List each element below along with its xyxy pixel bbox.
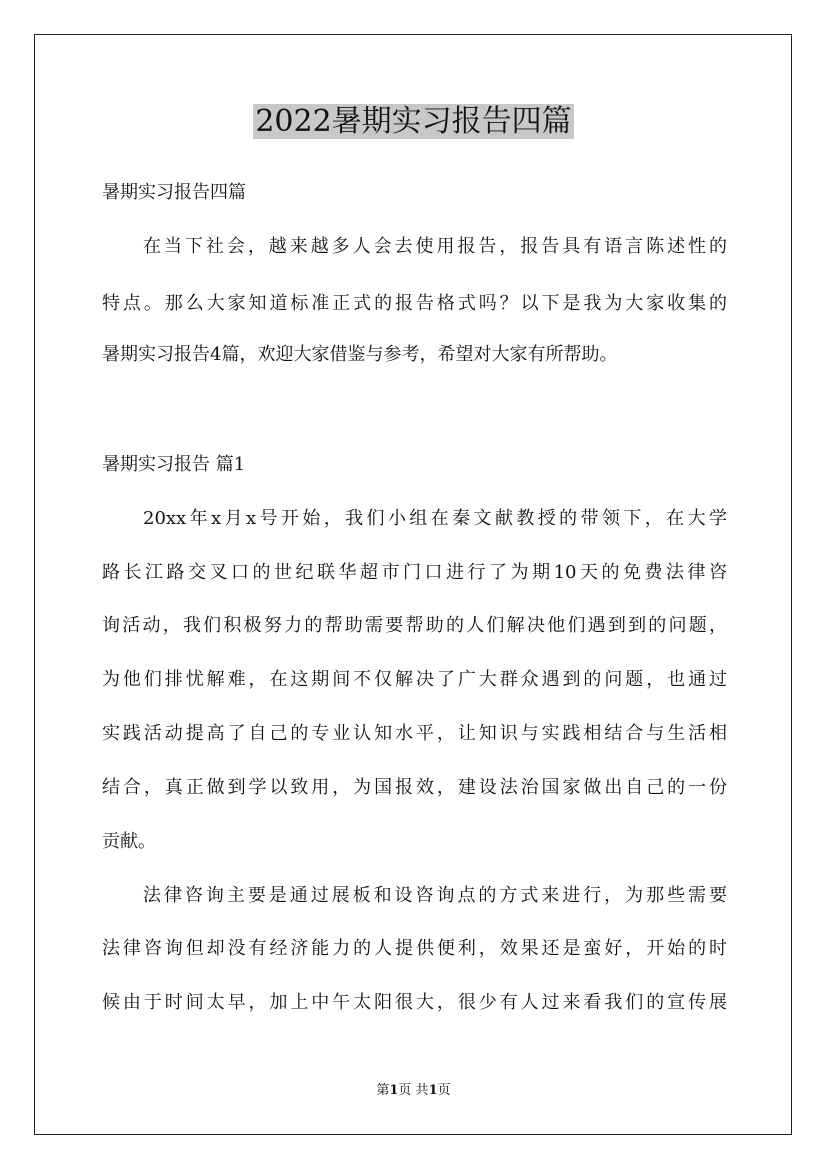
paragraph-line: 询活动，我们积极努力的帮助需要帮助的人们解决他们遇到到的问题，	[102, 615, 727, 636]
paragraph-line: 为他们排忧解难，在这期间不仅解决了广大群众遇到的问题，也通过	[102, 669, 727, 690]
paragraph-line: 法律咨询但却没有经济能力的人提供便利，效果还是蛮好，开始的时	[102, 938, 727, 959]
paragraph-line: 路长江路交叉口的世纪联华超市门口进行了为期10天的免费法律咨	[102, 562, 727, 583]
paragraph-line: 法律咨询主要是通过展板和设咨询点的方式来进行，为那些需要	[143, 885, 727, 906]
document-subtitle: 暑期实习报告四篇	[102, 182, 246, 203]
document-title-text: 2022暑期实习报告四篇	[255, 104, 572, 139]
paragraph-line: 实践活动提高了自己的专业认知水平，让知识与实践相结合与生活相	[102, 723, 727, 744]
paragraph-line: 20xx年x月x号开始，我们小组在秦文献教授的带领下，在大学	[143, 508, 727, 529]
intro-line: 暑期实习报告4篇，欢迎大家借鉴与参考，希望对大家有所帮助。	[102, 344, 618, 365]
footer-page-prefix: 第	[376, 1083, 390, 1098]
intro-line: 特点。那么大家知道标准正式的报告格式吗？以下是我为大家收集的	[102, 293, 727, 314]
section-heading: 暑期实习报告 篇1	[102, 454, 246, 475]
paragraph-line: 贡献。	[102, 831, 156, 852]
footer-total-pages: 1	[428, 1083, 438, 1098]
document-title	[0, 100, 827, 144]
footer-page-number: 1	[389, 1083, 399, 1098]
paragraph-line: 候由于时间太早，加上中午太阳很大，很少有人过来看我们的宣传展	[102, 992, 727, 1013]
footer-page-mid: 页 共	[398, 1083, 429, 1098]
footer-page-suffix: 页	[437, 1083, 451, 1098]
page-footer	[0, 1082, 827, 1100]
paragraph-line: 结合，真正做到学以致用，为国报效，建设法治国家做出自己的一份	[102, 777, 727, 798]
intro-line: 在当下社会，越来越多人会去使用报告，报告具有语言陈述性的	[143, 236, 727, 257]
